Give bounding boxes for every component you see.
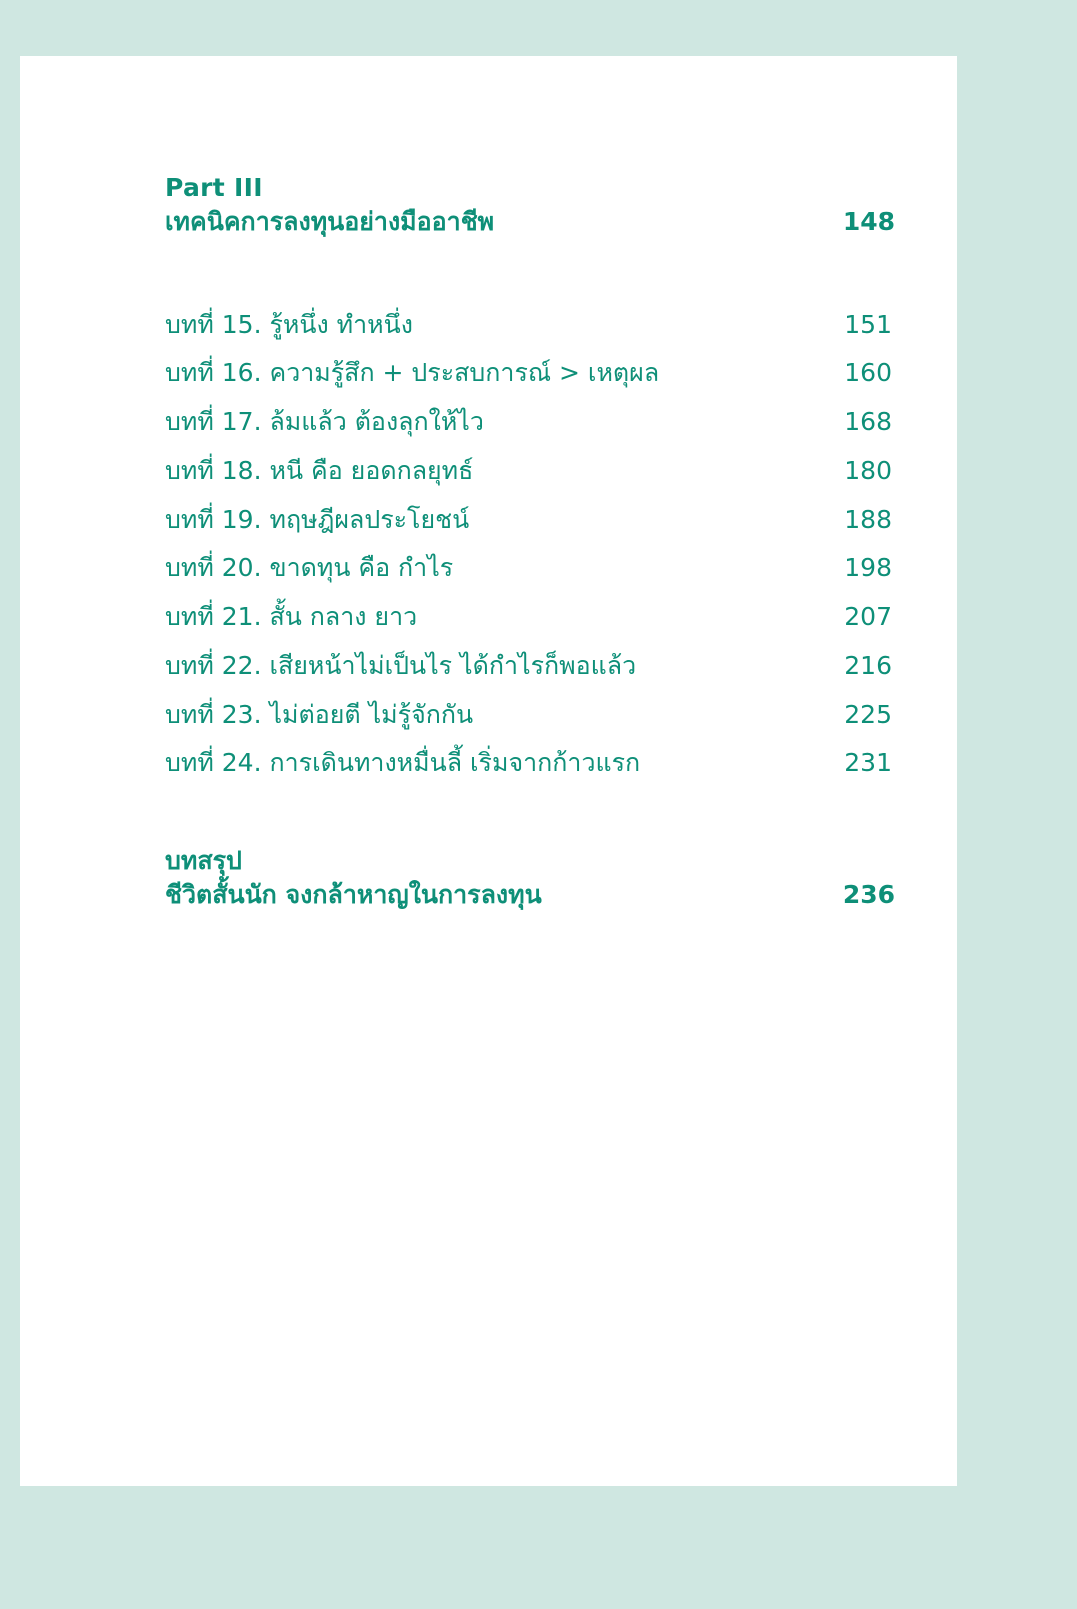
book-page	[20, 56, 957, 1486]
chapter-title: บทที่ 23. ไม่ต่อยตี ไม่รู้จักกัน	[165, 699, 474, 729]
summary-label: บทสรุป	[165, 846, 242, 875]
chapter-title: บทที่ 21. สั้น กลาง ยาว	[165, 602, 418, 631]
list-item[interactable]	[165, 691, 895, 740]
list-item[interactable]	[165, 496, 895, 545]
chapter-page-number: 188	[844, 504, 892, 534]
chapter-list	[165, 301, 895, 789]
part-title: เทคนิคการลงทุนอย่างมืออาชีพ	[165, 206, 495, 236]
list-item[interactable]	[165, 398, 895, 447]
chapter-title: บทที่ 22. เสียหน้าไม่เป็นไร ได้กำไรก็พอแล้ว	[165, 650, 637, 680]
chapter-page-number: 207	[844, 602, 892, 631]
summary-page-number: 236	[842, 879, 895, 909]
summary-title-row	[165, 878, 895, 912]
chapter-title: บทที่ 17. ล้มแล้ว ต้องลุกให้ไว	[165, 407, 484, 436]
list-item[interactable]	[165, 739, 895, 788]
chapter-title: บทที่ 15. รู้หนึ่ง ทำหนึ่ง	[165, 309, 413, 339]
chapter-title: บทที่ 19. ทฤษฎีผลประโยชน์	[165, 504, 470, 534]
chapter-title: บทที่ 16. ความรู้สึก + ประสบการณ์ > เหตุผล	[165, 358, 660, 388]
list-item[interactable]	[165, 349, 895, 398]
chapter-title: บทที่ 24. การเดินทางหมื่นลี้ เริ่มจากก้าวแรก	[165, 748, 641, 778]
part-title-row	[165, 205, 895, 239]
chapter-page-number: 180	[844, 455, 892, 485]
chapter-page-number: 225	[844, 699, 892, 729]
list-item[interactable]	[165, 544, 895, 593]
chapter-page-number: 231	[844, 748, 892, 778]
summary-title: ชีวิตสั้นนัก จงกล้าหาญในการลงทุน	[165, 879, 542, 909]
part-page-number: 148	[842, 206, 895, 236]
chapter-title: บทที่ 20. ขาดทุน คือ กำไร	[165, 553, 454, 583]
summary-heading-block	[165, 844, 895, 912]
chapter-page-number: 198	[844, 553, 892, 583]
list-item[interactable]	[165, 447, 895, 496]
list-item[interactable]	[165, 593, 895, 642]
chapter-page-number: 160	[844, 358, 892, 388]
part-label: Part III	[165, 173, 263, 202]
chapter-page-number: 168	[844, 407, 892, 436]
chapter-page-number: 216	[844, 650, 892, 680]
table-of-contents	[165, 171, 895, 912]
list-item[interactable]	[165, 301, 895, 350]
chapter-page-number: 151	[844, 309, 892, 339]
list-item[interactable]	[165, 642, 895, 691]
chapter-title: บทที่ 18. หนี คือ ยอดกลยุทธ์	[165, 455, 474, 485]
part-heading-block	[165, 171, 895, 239]
